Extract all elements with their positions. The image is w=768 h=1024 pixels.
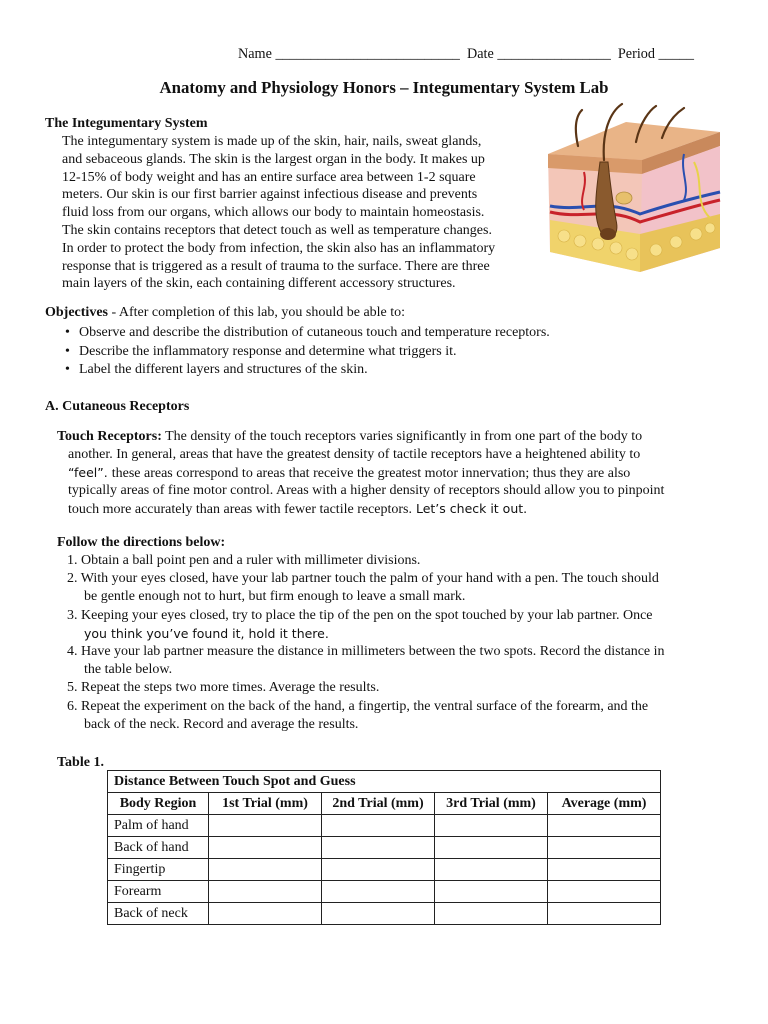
input-cell[interactable] [435,881,548,903]
intro-line: 12-15% of body weight and has an entire surface area between 1-2 square [62,169,476,185]
touch-distance-table [107,770,661,925]
step-text: With your eyes closed, have your lab partner touch the palm of your hand with a pen. The touch should [80,571,659,587]
touch-line: these areas correspond to areas that receive the greatest motor innervation; thus they are also [111,465,631,481]
period-label: Period [617,46,655,62]
input-cell[interactable] [209,903,322,925]
objectives-text: - After completion of this lab, you should be able to: [107,305,406,320]
touch-line: The density of the touch receptors varies significantly in from one part of the body to [161,429,643,444]
row-label: Back of hand [108,837,209,859]
row-label: Fingertip [108,859,209,881]
input-cell[interactable] [548,903,661,925]
objective-item: • Observe and describe the distribution of cutaneous touch and temperature receptors. [63,324,550,343]
touch-line: touch more accurately than areas with fewer tactile receptors. [68,502,412,518]
input-cell[interactable] [322,837,435,859]
touch-line: another. In general, areas that have the greatest density of tactile receptors have a heightened ability to [68,446,641,462]
table-row [108,903,661,925]
step-item [67,570,665,606]
objective-item: • Describe the inflammatory response and determine what triggers it. [63,343,550,362]
intro-line: fluid loss from our organs, which allows our body to maintain homeostasis. [62,205,485,221]
name-label: Name [238,46,272,62]
intro-line: The skin contains receptors that detect touch as well as temperature changes. [62,222,492,238]
table-row [108,881,661,903]
input-cell[interactable] [209,837,322,859]
step-item [67,679,665,697]
step-item [67,552,665,570]
intro-line: In order to protect the body from infection, the skin also has an inflammatory [62,240,496,256]
objective-item: • Label the different layers and structures of the skin. [63,361,550,380]
section-a-heading: A. Cutaneous Receptors [45,399,190,414]
check-it-out-text: Let’s check it out. [412,501,528,517]
input-cell[interactable] [322,881,435,903]
input-cell[interactable] [548,881,661,903]
input-cell[interactable] [548,815,661,837]
intro-line: main layers of the skin, each containing different accessory structures. [62,276,456,292]
step-item [67,698,665,734]
step-number: 4. [67,644,78,660]
step-number: 3. [67,607,78,623]
table-row [108,837,661,859]
intro-line: meters. Our skin is our first barrier against infectious disease and prevents [62,187,478,203]
column-header: 3rd Trial (mm) [435,793,548,815]
row-label: Back of neck [108,903,209,925]
table-header-row [108,793,661,815]
input-cell[interactable] [435,815,548,837]
column-header: Average (mm) [548,793,661,815]
input-cell[interactable] [435,859,548,881]
input-cell[interactable] [322,815,435,837]
step-number: 1. [67,553,78,568]
table-row [108,815,661,837]
touch-line: typically areas of fine motor control. Areas with a higher density of receptors should allow you to pinpoint [68,483,665,499]
objectives-intro [45,305,405,321]
step-text: the table below. [84,662,173,678]
intro-line: response that is triggered as a result of trauma to the surface. There are three [62,258,490,274]
directions-list [67,552,665,734]
input-cell[interactable] [548,837,661,859]
input-cell[interactable] [548,859,661,881]
step-number: 2. [67,571,78,587]
touch-receptors-label: Touch Receptors: [57,429,162,444]
step-text: back of the neck. Record and average the results. [84,716,359,732]
input-cell[interactable] [209,815,322,837]
input-cell[interactable] [209,881,322,903]
step-item [67,643,665,679]
page-title: Anatomy and Physiology Honors – Integumentary System Lab [159,78,609,97]
table-label: Table 1. [57,755,104,770]
period-blank[interactable]: _____ [658,46,694,62]
step-text: Keeping your eyes closed, try to place the tip of the pen on the spot touched by your lab partner. Once [81,607,653,623]
touch-receptors-paragraph [57,428,664,519]
feel-word: “feel”. [68,464,112,480]
name-blank[interactable]: __________________________ [275,46,460,62]
intro-line: and sebaceous glands. The skin is the largest organ in the body. It makes up [62,151,485,167]
date-blank[interactable]: ________________ [497,46,611,62]
objectives-label: Objectives [45,305,108,320]
directions-heading: Follow the directions below: [57,535,226,550]
input-cell[interactable] [435,903,548,925]
date-label: Date [466,46,494,62]
table-caption: Distance Between Touch Spot and Guess [108,771,661,793]
step-item [67,607,665,643]
column-header: 2nd Trial (mm) [322,793,435,815]
step-text: be gentle enough not to hurt, but firm enough to leave a small mark. [84,589,466,605]
intro-line: The integumentary system is made up of the skin, hair, nails, sweat glands, [62,134,482,149]
column-header: Body Region [108,793,209,815]
input-cell[interactable] [322,859,435,881]
intro-heading: The Integumentary System [45,116,208,131]
table-row [108,859,661,881]
objectives-list [63,324,550,380]
step-text: Have your lab partner measure the distance in millimeters between the two spots. Record the distance in [81,644,665,660]
input-cell[interactable] [209,859,322,881]
input-cell[interactable] [322,903,435,925]
intro-paragraph [62,133,495,293]
step-text: Repeat the steps two more times. Average the results. [81,680,380,696]
row-label: Forearm [108,881,209,903]
table-caption-row [108,771,661,793]
skin-cross-section-image [544,102,724,288]
step-number: 5. [67,680,78,696]
header-line [238,46,694,63]
column-header: 1st Trial (mm) [209,793,322,815]
row-label: Palm of hand [108,815,209,837]
step-number: 6. [67,698,78,714]
step-text: Repeat the experiment on the back of the hand, a fingertip, the ventral surface of the forearm, and the [81,698,649,714]
step-text: Obtain a ball point pen and a ruler with millimeter divisions. [81,553,421,568]
step-text: you think you’ve found it, hold it there. [84,625,329,641]
input-cell[interactable] [435,837,548,859]
